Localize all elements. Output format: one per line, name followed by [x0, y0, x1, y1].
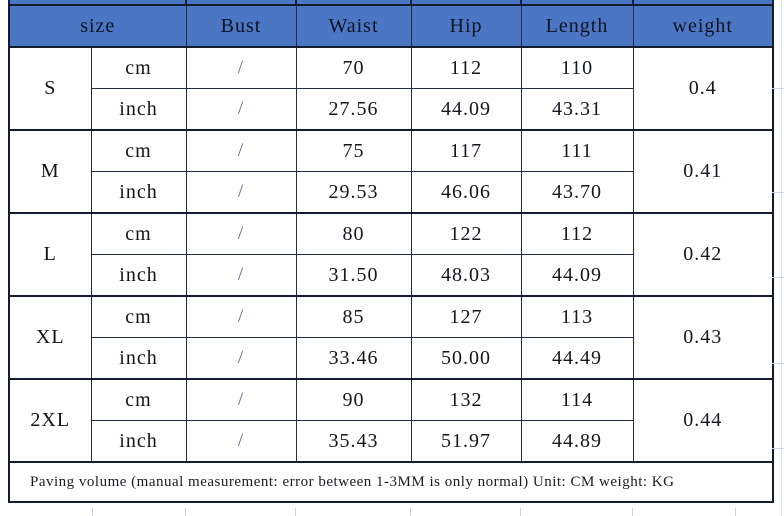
unit-cell: cm: [91, 130, 186, 172]
hip-cm-cell: 122: [411, 213, 521, 255]
length-inch-cell: 44.09: [521, 255, 633, 297]
waist-cm-cell: 85: [296, 296, 411, 338]
unit-cell: inch: [91, 89, 186, 131]
grid-line: [632, 508, 633, 516]
bust-inch-cell: /: [186, 172, 296, 214]
size-label-cell: 2XL: [9, 379, 91, 462]
grid-line: [92, 508, 93, 516]
bust-cm-cell: /: [186, 130, 296, 172]
hip-cm-cell: 132: [411, 379, 521, 421]
unit-cell: cm: [91, 213, 186, 255]
length-cm-cell: 110: [521, 47, 633, 89]
grid-line: [772, 192, 784, 193]
bust-inch-cell: /: [186, 338, 296, 380]
size-label-cell: XL: [9, 296, 91, 379]
measurement-note: Paving volume (manual measurement: error between 1-3MM is only normal) Unit: CM weight: KG: [9, 462, 773, 502]
bust-inch-cell: /: [186, 255, 296, 297]
weight-cell: 0.44: [633, 379, 773, 462]
length-inch-cell: 44.89: [521, 421, 633, 463]
header-cell-hip: Hip: [411, 5, 521, 47]
waist-cm-cell: 80: [296, 213, 411, 255]
grid-line: [772, 277, 784, 278]
unit-cell: inch: [91, 421, 186, 463]
bust-inch-cell: /: [186, 89, 296, 131]
grid-line: [735, 508, 736, 516]
size-label-cell: M: [9, 130, 91, 213]
unit-cell: cm: [91, 296, 186, 338]
waist-inch-cell: 27.56: [296, 89, 411, 131]
hip-inch-cell: 46.06: [411, 172, 521, 214]
grid-line: [520, 508, 521, 516]
grid-line: [781, 0, 782, 516]
grid-line: [772, 88, 784, 89]
length-cm-cell: 114: [521, 379, 633, 421]
unit-cell: inch: [91, 255, 186, 297]
waist-cm-cell: 70: [296, 47, 411, 89]
header-cell-bust: Bust: [186, 5, 296, 47]
row-m-cm: [9, 130, 773, 172]
row-l-cm: [9, 213, 773, 255]
bust-cm-cell: /: [186, 296, 296, 338]
hip-cm-cell: 127: [411, 296, 521, 338]
unit-cell: cm: [91, 47, 186, 89]
note-row: [9, 462, 773, 502]
hip-cm-cell: 112: [411, 47, 521, 89]
waist-inch-cell: 35.43: [296, 421, 411, 463]
length-inch-cell: 43.31: [521, 89, 633, 131]
bust-cm-cell: /: [186, 379, 296, 421]
grid-line: [410, 508, 411, 516]
bust-cm-cell: /: [186, 47, 296, 89]
header-cell-length: Length: [521, 5, 633, 47]
waist-inch-cell: 29.53: [296, 172, 411, 214]
row-xl-cm: [9, 296, 773, 338]
grid-line: [772, 363, 784, 364]
length-cm-cell: 113: [521, 296, 633, 338]
unit-cell: inch: [91, 172, 186, 214]
hip-inch-cell: 44.09: [411, 89, 521, 131]
bust-cm-cell: /: [186, 213, 296, 255]
weight-cell: 0.43: [633, 296, 773, 379]
size-label-cell: L: [9, 213, 91, 296]
unit-cell: cm: [91, 379, 186, 421]
header-row: [9, 5, 773, 47]
length-inch-cell: 44.49: [521, 338, 633, 380]
header-cell-weight: weight: [633, 5, 773, 47]
hip-inch-cell: 50.00: [411, 338, 521, 380]
size-chart-table: [8, 4, 774, 503]
length-inch-cell: 43.70: [521, 172, 633, 214]
header-cell-waist: Waist: [296, 5, 411, 47]
weight-cell: 0.41: [633, 130, 773, 213]
bust-inch-cell: /: [186, 421, 296, 463]
row-s-cm: [9, 47, 773, 89]
grid-line: [185, 508, 186, 516]
hip-inch-cell: 48.03: [411, 255, 521, 297]
grid-line: [295, 508, 296, 516]
weight-cell: 0.42: [633, 213, 773, 296]
grid-line: [772, 448, 784, 449]
hip-inch-cell: 51.97: [411, 421, 521, 463]
waist-inch-cell: 31.50: [296, 255, 411, 297]
hip-cm-cell: 117: [411, 130, 521, 172]
waist-cm-cell: 90: [296, 379, 411, 421]
size-label-cell: S: [9, 47, 91, 130]
waist-inch-cell: 33.46: [296, 338, 411, 380]
waist-cm-cell: 75: [296, 130, 411, 172]
unit-cell: inch: [91, 338, 186, 380]
length-cm-cell: 112: [521, 213, 633, 255]
weight-cell: 0.4: [633, 47, 773, 130]
row-2xl-cm: [9, 379, 773, 421]
length-cm-cell: 111: [521, 130, 633, 172]
header-cell-size: size: [9, 5, 186, 47]
